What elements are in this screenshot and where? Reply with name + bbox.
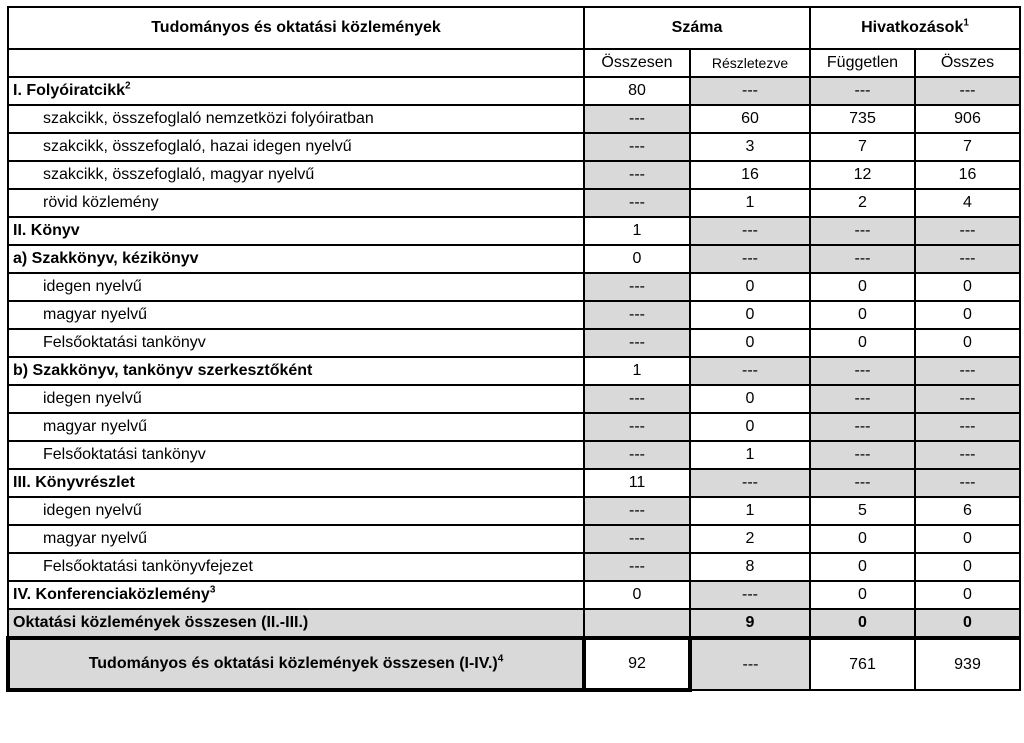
table-row bbox=[8, 553, 1020, 581]
cell-osszesen: 1 bbox=[584, 217, 690, 245]
cell-fuggetlen: 0 bbox=[810, 329, 915, 357]
table-row bbox=[8, 469, 1020, 497]
cell-reszletezve: --- bbox=[690, 469, 810, 497]
cell-fuggetlen: --- bbox=[810, 385, 915, 413]
table-row bbox=[8, 497, 1020, 525]
row-label bbox=[8, 217, 584, 245]
row-label-text: III. Könyvrészlet bbox=[13, 474, 135, 491]
cell-osszes: --- bbox=[915, 245, 1020, 273]
row-label bbox=[8, 245, 584, 273]
grand-total-cell-osszes: 939 bbox=[915, 638, 1020, 690]
row-label bbox=[8, 553, 584, 581]
cell-osszes: 0 bbox=[915, 581, 1020, 609]
cell-osszes: 0 bbox=[915, 553, 1020, 581]
row-label-text: szakcikk, összefoglaló nemzetközi folyóiratban bbox=[43, 110, 374, 127]
row-label bbox=[8, 105, 584, 133]
cell-fuggetlen: 7 bbox=[810, 133, 915, 161]
cell-osszesen: 0 bbox=[584, 245, 690, 273]
cell-osszes: 906 bbox=[915, 105, 1020, 133]
cell-reszletezve: 8 bbox=[690, 553, 810, 581]
col-fuggetlen: Független bbox=[810, 49, 915, 77]
row-label bbox=[8, 301, 584, 329]
row-label bbox=[8, 441, 584, 469]
row-label bbox=[8, 273, 584, 301]
col-reszletezve: Részletezve bbox=[690, 49, 810, 77]
cell-osszesen: --- bbox=[584, 413, 690, 441]
col-osszes: Összes bbox=[915, 49, 1020, 77]
row-label-text: idegen nyelvű bbox=[43, 390, 142, 407]
cell-fuggetlen: 12 bbox=[810, 161, 915, 189]
cell-fuggetlen: --- bbox=[810, 413, 915, 441]
row-label bbox=[8, 161, 584, 189]
cell-osszes: --- bbox=[915, 77, 1020, 105]
row-label-sup: 2 bbox=[125, 80, 131, 92]
cell-fuggetlen: --- bbox=[810, 357, 915, 385]
cell-fuggetlen: --- bbox=[810, 245, 915, 273]
grand-total-sup: 4 bbox=[497, 653, 504, 665]
table-row bbox=[8, 525, 1020, 553]
row-label bbox=[8, 413, 584, 441]
row-label-text: Felsőoktatási tankönyv bbox=[43, 334, 206, 351]
header-szama: Száma bbox=[584, 7, 810, 49]
cell-reszletezve: --- bbox=[690, 77, 810, 105]
grand-total-row bbox=[8, 638, 1020, 690]
cell-reszletezve: --- bbox=[690, 581, 810, 609]
row-label-text: magyar nyelvű bbox=[43, 306, 148, 323]
header-row bbox=[8, 7, 1020, 49]
cell-reszletezve: 1 bbox=[690, 441, 810, 469]
grand-total-cell-reszletezve: --- bbox=[690, 638, 810, 690]
cell-osszesen: 11 bbox=[584, 469, 690, 497]
row-label-text: Felsőoktatási tankönyvfejezet bbox=[43, 558, 253, 575]
publication-table-container bbox=[6, 6, 1021, 692]
subheader-row bbox=[8, 49, 1020, 77]
cell-osszesen: --- bbox=[584, 189, 690, 217]
cell-reszletezve: 1 bbox=[690, 189, 810, 217]
cell-reszletezve: 0 bbox=[690, 273, 810, 301]
oktatasi-cell-fuggetlen: 0 bbox=[810, 609, 915, 638]
cell-reszletezve: 0 bbox=[690, 413, 810, 441]
grand-total-label-text: Tudományos és oktatási közlemények összesen (I-IV.) bbox=[88, 655, 498, 672]
cell-osszes: --- bbox=[915, 357, 1020, 385]
cell-reszletezve: 16 bbox=[690, 161, 810, 189]
cell-reszletezve: 0 bbox=[690, 385, 810, 413]
table-row bbox=[8, 245, 1020, 273]
row-label-text: szakcikk, összefoglaló, hazai idegen nyelvű bbox=[43, 138, 352, 155]
row-label bbox=[8, 329, 584, 357]
row-label-text: szakcikk, összefoglaló, magyar nyelvű bbox=[43, 166, 315, 183]
table-row bbox=[8, 273, 1020, 301]
table-row bbox=[8, 441, 1020, 469]
header-title: Tudományos és oktatási közlemények bbox=[8, 7, 584, 49]
cell-osszesen: --- bbox=[584, 133, 690, 161]
table-row bbox=[8, 77, 1020, 105]
row-label bbox=[8, 581, 584, 609]
table-row bbox=[8, 217, 1020, 245]
cell-osszesen: --- bbox=[584, 329, 690, 357]
cell-fuggetlen: 0 bbox=[810, 301, 915, 329]
row-label-text: Felsőoktatási tankönyv bbox=[43, 446, 206, 463]
cell-osszesen: --- bbox=[584, 497, 690, 525]
cell-reszletezve: 2 bbox=[690, 525, 810, 553]
cell-osszes: 7 bbox=[915, 133, 1020, 161]
row-label-text: II. Könyv bbox=[13, 222, 80, 239]
row-label-text: b) Szakkönyv, tankönyv szerkesztőként bbox=[13, 362, 313, 379]
cell-osszesen: --- bbox=[584, 553, 690, 581]
cell-osszesen: --- bbox=[584, 385, 690, 413]
grand-total-cell-fuggetlen: 761 bbox=[810, 638, 915, 690]
table-row bbox=[8, 385, 1020, 413]
cell-reszletezve: --- bbox=[690, 217, 810, 245]
cell-fuggetlen: 735 bbox=[810, 105, 915, 133]
cell-osszes: --- bbox=[915, 413, 1020, 441]
oktatasi-cell-osszes: 0 bbox=[915, 609, 1020, 638]
row-label bbox=[8, 189, 584, 217]
cell-osszes: 4 bbox=[915, 189, 1020, 217]
table-row bbox=[8, 413, 1020, 441]
cell-reszletezve: 1 bbox=[690, 497, 810, 525]
row-label-text: rövid közlemény bbox=[43, 194, 159, 211]
cell-osszesen: 1 bbox=[584, 357, 690, 385]
cell-fuggetlen: 5 bbox=[810, 497, 915, 525]
cell-reszletezve: 60 bbox=[690, 105, 810, 133]
row-label-text: IV. Konferenciaközlemény bbox=[13, 586, 210, 603]
table-row bbox=[8, 189, 1020, 217]
cell-osszesen: 0 bbox=[584, 581, 690, 609]
oktatasi-cell-osszesen bbox=[584, 609, 690, 638]
row-label bbox=[8, 385, 584, 413]
cell-reszletezve: 3 bbox=[690, 133, 810, 161]
cell-osszesen: --- bbox=[584, 273, 690, 301]
row-label-text: magyar nyelvű bbox=[43, 530, 148, 547]
cell-osszesen: --- bbox=[584, 441, 690, 469]
header-hivatkozasok bbox=[810, 7, 1020, 49]
row-label bbox=[8, 469, 584, 497]
cell-osszes: --- bbox=[915, 217, 1020, 245]
grand-total-label bbox=[8, 638, 584, 690]
cell-osszes: 0 bbox=[915, 329, 1020, 357]
cell-osszes: 0 bbox=[915, 301, 1020, 329]
cell-osszes: --- bbox=[915, 385, 1020, 413]
cell-fuggetlen: 0 bbox=[810, 273, 915, 301]
oktatasi-cell-reszletezve: 9 bbox=[690, 609, 810, 638]
cell-osszesen: --- bbox=[584, 301, 690, 329]
cell-osszesen: --- bbox=[584, 105, 690, 133]
cell-reszletezve: 0 bbox=[690, 301, 810, 329]
cell-reszletezve: --- bbox=[690, 357, 810, 385]
table-row bbox=[8, 581, 1020, 609]
table-row bbox=[8, 133, 1020, 161]
cell-fuggetlen: 0 bbox=[810, 581, 915, 609]
cell-reszletezve: 0 bbox=[690, 329, 810, 357]
cell-osszes: 6 bbox=[915, 497, 1020, 525]
cell-osszesen: --- bbox=[584, 525, 690, 553]
cell-osszesen: 80 bbox=[584, 77, 690, 105]
cell-fuggetlen: 2 bbox=[810, 189, 915, 217]
cell-fuggetlen: --- bbox=[810, 469, 915, 497]
row-label bbox=[8, 77, 584, 105]
row-label-text: idegen nyelvű bbox=[43, 278, 142, 295]
row-label-text: a) Szakkönyv, kézikönyv bbox=[13, 250, 199, 267]
publication-table bbox=[6, 6, 1021, 692]
table-row bbox=[8, 105, 1020, 133]
cell-osszes: --- bbox=[915, 441, 1020, 469]
row-label-sup: 3 bbox=[209, 584, 216, 596]
cell-fuggetlen: 0 bbox=[810, 525, 915, 553]
cell-osszes: 0 bbox=[915, 273, 1020, 301]
cell-fuggetlen: 0 bbox=[810, 553, 915, 581]
row-label-text: magyar nyelvű bbox=[43, 418, 148, 435]
row-label bbox=[8, 497, 584, 525]
cell-fuggetlen: --- bbox=[810, 441, 915, 469]
row-label bbox=[8, 525, 584, 553]
cell-osszesen: --- bbox=[584, 161, 690, 189]
cell-osszes: 0 bbox=[915, 525, 1020, 553]
cell-fuggetlen: --- bbox=[810, 77, 915, 105]
cell-fuggetlen: --- bbox=[810, 217, 915, 245]
grand-total-cell-osszesen: 92 bbox=[584, 638, 690, 690]
table-row bbox=[8, 357, 1020, 385]
row-label-text: I. Folyóiratcikk bbox=[13, 82, 126, 99]
header-hivatkozasok-text: Hivatkozások bbox=[861, 19, 964, 36]
table-row bbox=[8, 329, 1020, 357]
header-hivatkozasok-sup: 1 bbox=[963, 17, 969, 29]
cell-reszletezve: --- bbox=[690, 245, 810, 273]
table-row bbox=[8, 301, 1020, 329]
cell-osszes: --- bbox=[915, 469, 1020, 497]
oktatasi-total-label: Oktatási közlemények összesen (II.-III.) bbox=[8, 609, 584, 638]
subheader-empty bbox=[8, 49, 584, 77]
row-label bbox=[8, 357, 584, 385]
table-row bbox=[8, 161, 1020, 189]
row-label bbox=[8, 133, 584, 161]
col-osszesen: Összesen bbox=[584, 49, 690, 77]
row-label-text: idegen nyelvű bbox=[43, 502, 142, 519]
cell-osszes: 16 bbox=[915, 161, 1020, 189]
oktatasi-total-row bbox=[8, 609, 1020, 638]
